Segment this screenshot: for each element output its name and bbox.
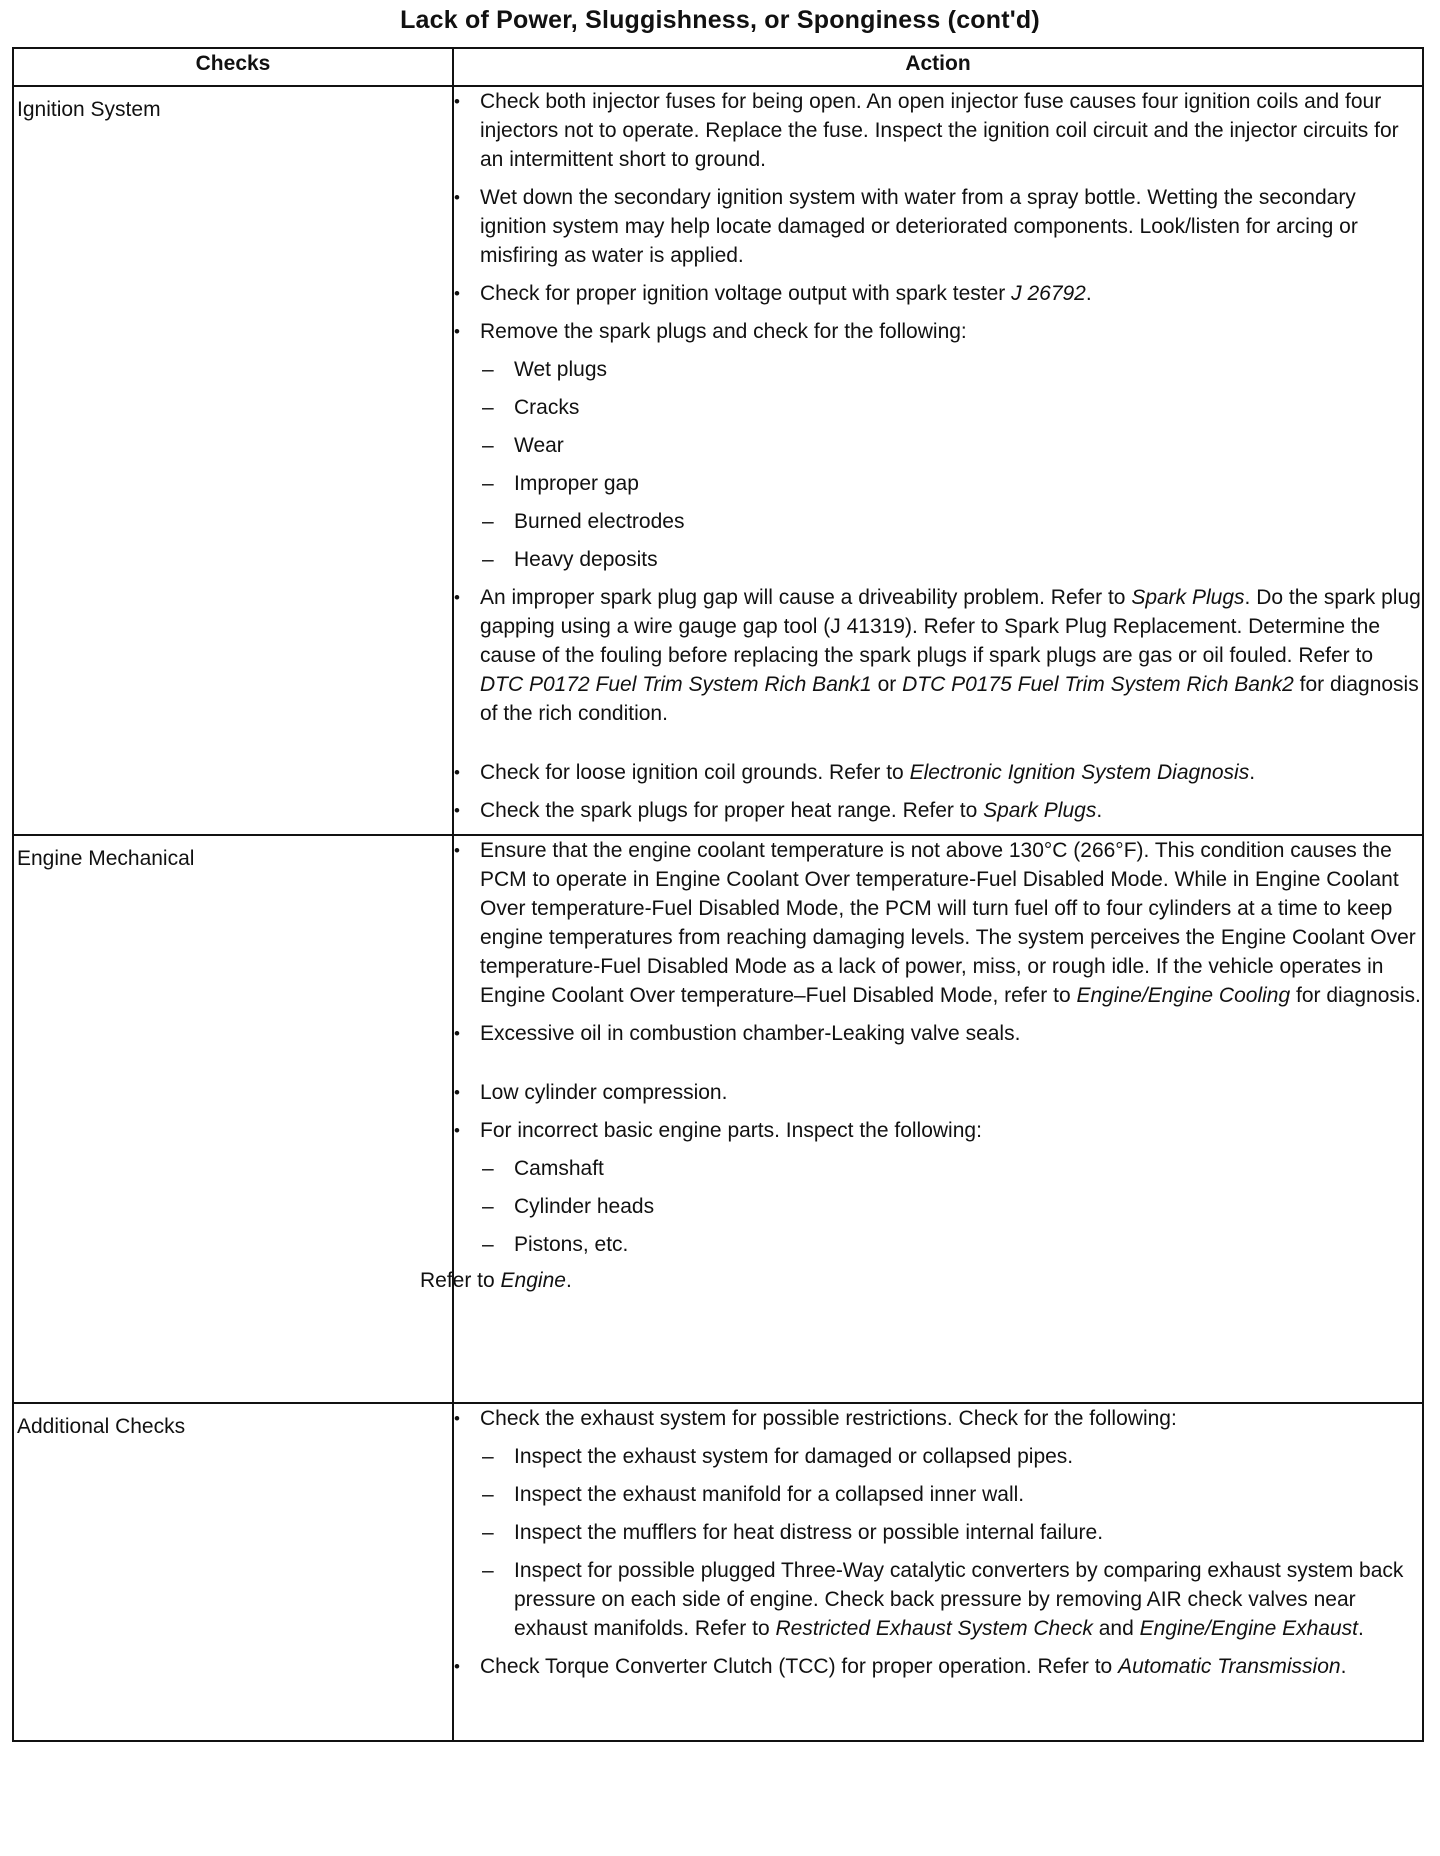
sub-item: – Wet plugs (480, 355, 1422, 384)
tool-reference: J 26792 (1011, 282, 1086, 305)
action-item: • Low cylinder compression. (454, 1078, 1422, 1107)
table-header-row (13, 48, 1423, 86)
action-item: • Check the spark plugs for proper heat range. Refer to Spark Plugs. (454, 796, 1422, 825)
sub-item: – Heavy deposits (480, 545, 1422, 574)
doc-reference: Engine (500, 1269, 566, 1292)
table-row-ignition-system (13, 86, 1423, 835)
sub-item: – Pistons, etc. (480, 1230, 1422, 1259)
engine-action-list (454, 836, 1422, 1259)
sub-item: – Inspect the exhaust system for damaged or collapsed pipes. (480, 1442, 1422, 1471)
table-row-additional-checks (13, 1403, 1423, 1741)
diagnosis-table (12, 47, 1424, 1742)
checks-column-header: Checks (13, 48, 453, 86)
doc-reference: Spark Plugs (983, 799, 1097, 822)
action-item: • Check both injector fuses for being open. An open injector fuse causes four ignition coils and four injectors not to operate. Replace the fuse. Inspect the ignition coil circuit and the injector circuits for an intermittent short to ground. (454, 87, 1422, 174)
action-item: • An improper spark plug gap will cause a driveability problem. Refer to Spark Plugs. Do the spark plug gapping using a wire gauge gap tool (J 41319). Refer to Spark Plug Replacement. Determine the cause of the fouling before replacing the spark plugs if spark plugs are gas or oil fouled. Refer to DTC P0172 Fuel Trim System Rich Bank1 or DTC P0175 Fuel Trim System Rich Bank2 for diagnosis of the rich condition. (454, 583, 1422, 728)
check-cell-additional (13, 1403, 453, 1741)
action-item: • For incorrect basic engine parts. Inspect the following: – Camshaft – Cylinder heads – Pistons, etc. (454, 1116, 1422, 1259)
engine-refer-line: Refer to Engine. (420, 1269, 572, 1292)
action-item: • Check for proper ignition voltage output with spark tester J 26792. (454, 279, 1422, 308)
doc-reference: Electronic Ignition System Diagnosis (909, 761, 1250, 784)
doc-reference: Spark Plugs (1131, 586, 1245, 609)
doc-reference: Restricted Exhaust System Check (775, 1617, 1093, 1640)
action-item: • Check Torque Converter Clutch (TCC) for proper operation. Refer to Automatic Transmission. (454, 1652, 1422, 1681)
check-label-additional-checks: Additional Checks (17, 1415, 186, 1438)
action-item: • Remove the spark plugs and check for the following: – Wet plugs – Cracks – Wear – Improper gap – Burned electrodes – Heavy deposits (454, 317, 1422, 574)
sub-item: – Inspect for possible plugged Three-Way catalytic converters by comparing exhaust system back pressure on each side of engine. Check back pressure by removing AIR check valves near exhaust manifolds. Refer to Restricted Exhaust System Check and Engine/Engine Exhaust. (480, 1556, 1422, 1643)
action-item: • Check for loose ignition coil grounds. Refer to Electronic Ignition System Diagnosis. (454, 758, 1422, 787)
additional-action-list (454, 1404, 1422, 1681)
exhaust-check-list (480, 1442, 1422, 1643)
action-item: • Wet down the secondary ignition system with water from a spray bottle. Wetting the secondary ignition system may help locate damaged or deteriorated components. Look/listen for arcing or misfiring as water is applied. (454, 183, 1422, 270)
action-column-header: Action (453, 48, 1423, 86)
sub-item: – Improper gap (480, 469, 1422, 498)
check-cell-ignition (13, 86, 453, 835)
table-row-engine-mechanical (13, 835, 1423, 1403)
check-cell-engine (13, 835, 453, 1403)
doc-reference: DTC P0175 Fuel Trim System Rich Bank2 (902, 673, 1294, 696)
sub-item: – Inspect the mufflers for heat distress or possible internal failure. (480, 1518, 1422, 1547)
action-cell-ignition (453, 86, 1423, 835)
sub-item: – Camshaft (480, 1154, 1422, 1183)
doc-reference: Automatic Transmission (1118, 1655, 1341, 1678)
engine-parts-list (480, 1154, 1422, 1259)
page-title: Lack of Power, Sluggishness, or Sponginess (cont'd) (400, 6, 1040, 34)
sub-item: – Cylinder heads (480, 1192, 1422, 1221)
ignition-action-list (454, 87, 1422, 825)
check-label-engine-mechanical: Engine Mechanical (17, 847, 195, 870)
sub-item: – Inspect the exhaust manifold for a collapsed inner wall. (480, 1480, 1422, 1509)
sub-item: – Burned electrodes (480, 507, 1422, 536)
action-cell-additional (453, 1403, 1423, 1741)
sub-item: – Wear (480, 431, 1422, 460)
action-item: • Ensure that the engine coolant temperature is not above 130°C (266°F). This condition causes the PCM to operate in Engine Coolant Over temperature-Fuel Disabled Mode. While in Engine Coolant Over temperature-Fuel Disabled Mode, the PCM will turn fuel off to four cylinders at a time to keep engine temperatures from reaching damaging levels. The system perceives the Engine Coolant Over temperature-Fuel Disabled Mode as a lack of power, miss, or rough idle. If the vehicle operates in Engine Coolant Over temperature–Fuel Disabled Mode, refer to Engine/Engine Cooling for diagnosis. (454, 836, 1422, 1010)
spark-plug-check-list (480, 355, 1422, 574)
check-label-ignition-system: Ignition System (17, 98, 161, 121)
doc-reference: Engine/Engine Cooling (1076, 984, 1291, 1007)
action-item: • Excessive oil in combustion chamber-Leaking valve seals. (454, 1019, 1422, 1048)
doc-reference: Engine/Engine Exhaust (1139, 1617, 1358, 1640)
action-cell-engine (420, 835, 1423, 1403)
sub-item: – Cracks (480, 393, 1422, 422)
doc-reference: DTC P0172 Fuel Trim System Rich Bank1 (480, 673, 872, 696)
action-item: • Check the exhaust system for possible restrictions. Check for the following: – Inspect the exhaust system for damaged or collapsed pipes. – Inspect the exhaust manifold for a collapsed inner wall. – Inspect the mufflers for heat distress or possible internal failure. – Inspect for possible plugged Three-Way catalytic converters by comparing exhaust system back pressure on each side of engine. Check back pressure by removing AIR check valves near exhaust manifolds. Refer to Restricted Exhaust System Check and Engine/Engine Exhaust. (454, 1404, 1422, 1643)
